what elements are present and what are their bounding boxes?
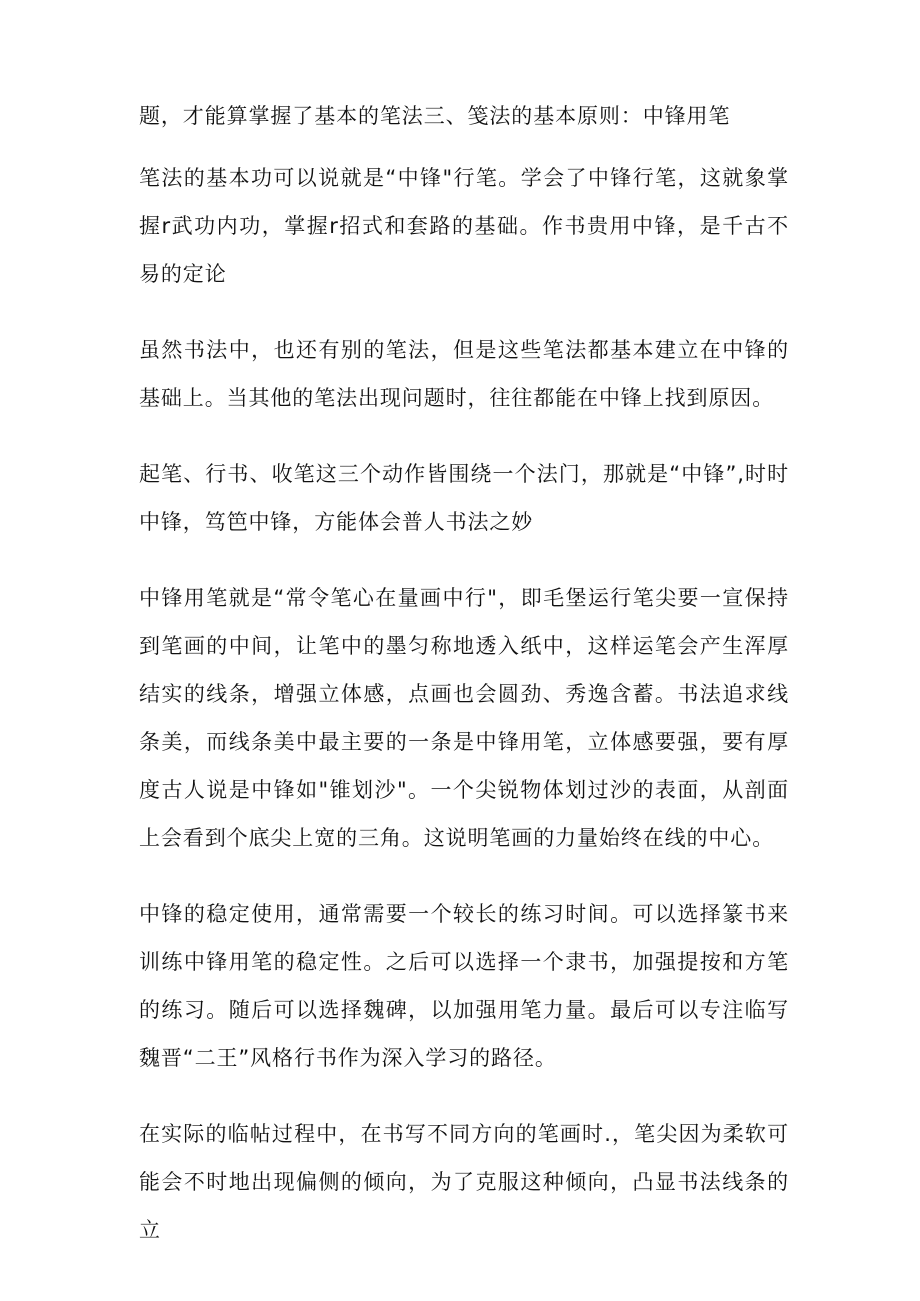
paragraph-4: 起笔、行书、收笔这三个动作皆围绕一个法门，那就是“中锋”,时时中锋，笃笆中锋，方能体会普人书法之妙 [139, 462, 789, 534]
paragraph-5: 中锋用笔就是“常令笔心在量画中行"，即毛堡运行笔尖要一宣保持到笔画的中间，让笔中的墨匀称地透入纸中，这样运笔会产生浑厚结实的线条，增强立体感，点画也会圆劲、秀逸含蓄。书法追求线条美，而线条美中最主要的一条是中锋用笔，立体感要强，要有厚度古人说是中锋如"锥划沙"。一个尖锐物体划过沙的表面，从剖面上会看到个底尖上宽的三角。这说明笔画的力量始终在线的中心。 [139, 586, 789, 850]
document-body [139, 92, 789, 1282]
paragraph-6: 中锋的稳定使用，通常需要一个较长的练习时间。可以选择篆书来训练中锋用笔的稳定性。之后可以选择一个隶书，加强提按和方笔的练习。随后可以选择魏碑，以加强用笔力量。最后可以专注临写魏晋“二王”风格行书作为深入学习的路径。 [139, 902, 789, 1070]
paragraph-1: 题，才能算掌握了基本的笔法三、笺法的基本原则：中锋用笔 [139, 104, 731, 128]
paragraph-7: 在实际的临帖过程中，在书写不同方向的笔画时.，笔尖因为柔软可能会不时地出现偏侧的倾向，为了克服这种倾向，凸显书法线条的立 [139, 1122, 789, 1242]
paragraph-2: 笔法的基本功可以说就是“中锋"行笔。学会了中锋行笔，这就象掌握r武功内功，掌握r招式和套路的基础。作书贵用中锋，是千古不易的定论 [139, 166, 789, 286]
paragraph-3: 虽然书法中，也还有别的笔法，但是这些笔法都基本建立在中锋的基础上。当其他的笔法出现问题时，往往都能在中锋上找到原因。 [139, 338, 789, 410]
